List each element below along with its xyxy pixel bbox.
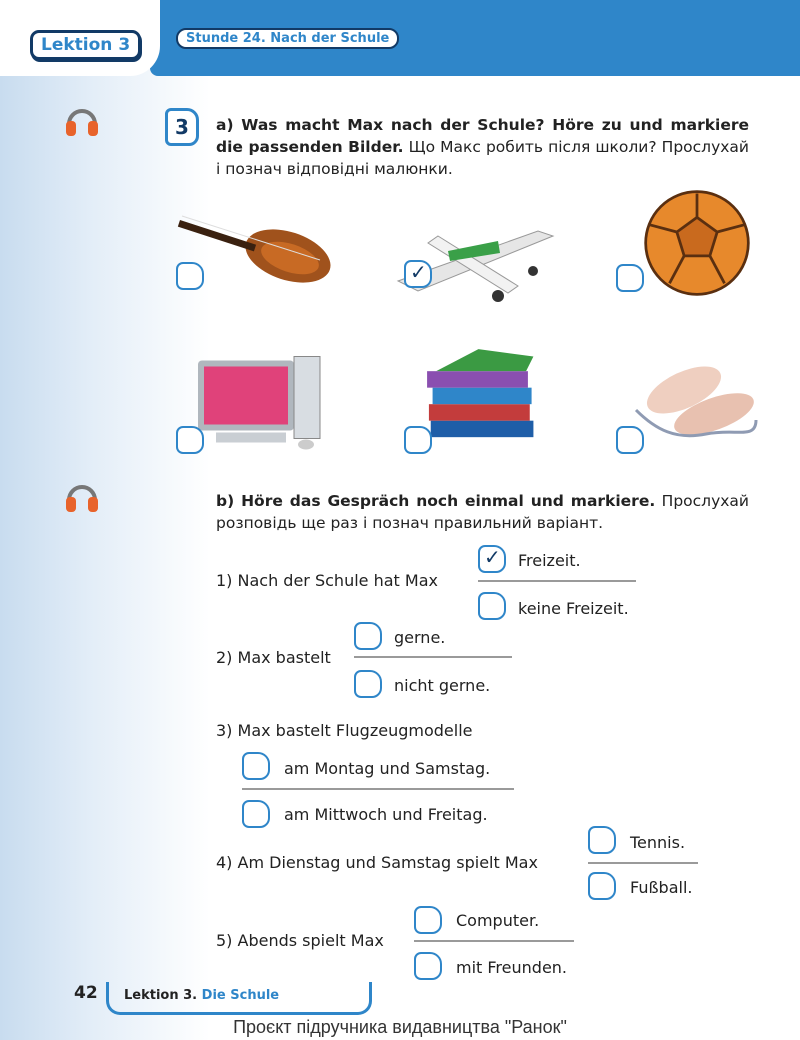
headphones-icon[interactable] — [64, 480, 100, 514]
answer-5b-checkbox[interactable] — [414, 952, 442, 980]
picture-checkbox-football[interactable] — [616, 264, 644, 292]
checkmark-icon: ✓ — [484, 545, 501, 569]
answer-4b-label: Fußball. — [630, 878, 693, 897]
answer-1a-checkbox[interactable] — [478, 545, 506, 573]
answer-3b-checkbox[interactable] — [242, 800, 270, 828]
question-4-prompt: 4) Am Dienstag und Samstag spielt Max — [216, 853, 538, 872]
answer-4b-checkbox[interactable] — [588, 872, 616, 900]
answer-5a-label: Computer. — [456, 911, 540, 930]
answer-3a-label: am Montag und Samstag. — [284, 759, 491, 778]
question-1-prompt: 1) Nach der Schule hat Max — [216, 571, 438, 590]
lesson-title: Stunde 24. Nach der Schule — [176, 28, 399, 49]
answer-5a-checkbox[interactable] — [414, 906, 442, 934]
divider-line — [242, 788, 514, 790]
picture-checkbox-computer[interactable] — [176, 426, 204, 454]
lektion-badge: Lektion 3 — [30, 30, 141, 60]
answer-1b-label: keine Freizeit. — [518, 599, 629, 618]
question-3-prompt: 3) Max bastelt Flugzeugmodelle — [216, 721, 473, 740]
answer-2b-label: nicht gerne. — [394, 676, 491, 695]
picture-checkbox-ballet-shoes[interactable] — [616, 426, 644, 454]
violin-picture — [170, 198, 340, 308]
footer-lektion-prefix: Lektion 3. — [124, 988, 198, 1003]
answer-1b-checkbox[interactable] — [478, 592, 506, 620]
task-a-title: a) Was macht Max nach der Schule? Höre zu und markiere die passenden Bilder. — [216, 116, 749, 156]
question-2-prompt: 2) Max bastelt — [216, 648, 331, 667]
divider-line — [588, 862, 698, 864]
answer-3b-label: am Mittwoch und Freitag. — [284, 805, 488, 824]
answer-3a-checkbox[interactable] — [242, 752, 270, 780]
footer-lektion-title: Die Schule — [201, 988, 280, 1003]
page-header — [0, 0, 800, 76]
task-a-instructions — [216, 114, 749, 180]
picture-checkbox-violin[interactable] — [176, 262, 204, 290]
checkmark-icon: ✓ — [410, 260, 427, 284]
headphones-icon[interactable] — [64, 104, 100, 138]
task-a-translation: Що Макс робить після школи? Прослухай і познач відповідні малюнки. — [216, 138, 749, 178]
answer-2a-label: gerne. — [394, 628, 446, 647]
task-b-translation: Прослухай розповідь ще раз і познач правильний варіант. — [216, 492, 749, 532]
answer-4a-label: Tennis. — [630, 833, 686, 852]
footer-lektion — [124, 988, 279, 1003]
divider-line — [414, 940, 574, 942]
sidebar-gradient — [0, 0, 210, 1040]
exercise-number: 3 — [165, 108, 199, 146]
picture-checkbox-books[interactable] — [404, 426, 432, 454]
answer-2b-checkbox[interactable] — [354, 670, 382, 698]
question-5-prompt: 5) Abends spielt Max — [216, 931, 384, 950]
page-number: 42 — [74, 983, 98, 1003]
answer-5b-label: mit Freunden. — [456, 958, 568, 977]
divider-line — [354, 656, 512, 658]
picture-checkbox-airplane[interactable] — [404, 260, 432, 288]
answer-4a-checkbox[interactable] — [588, 826, 616, 854]
divider-line — [478, 580, 636, 582]
answer-2a-checkbox[interactable] — [354, 622, 382, 650]
task-b-instructions — [216, 490, 749, 534]
publisher-note: Проєкт підручника видавництва "Ранок" — [233, 1017, 567, 1037]
task-b-title: b) Höre das Gespräch noch einmal und markiere. — [216, 492, 656, 510]
answer-1a-label: Freizeit. — [518, 551, 581, 570]
